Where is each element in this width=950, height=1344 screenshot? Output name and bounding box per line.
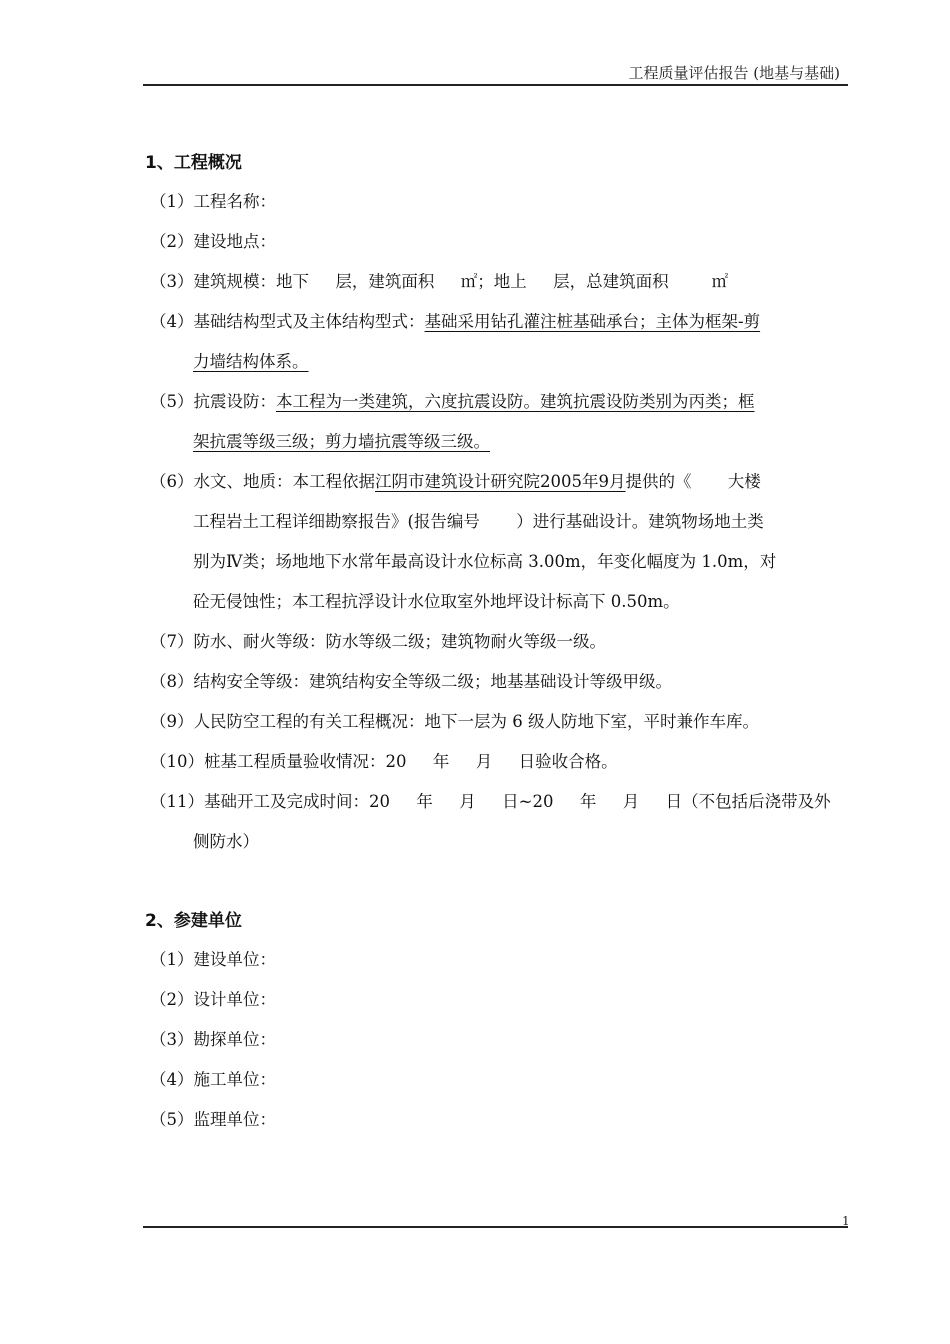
overview-item-safety: （8）结构安全等级：建筑结构安全等级二级；地基基础设计等级甲级。 [150,672,672,691]
overview-item-hydrogeology [150,468,761,492]
schedule-text-d: 日~20 [502,792,554,811]
hydro-line3: 别为Ⅳ类；场地地下水常年最高设计水位标高 3.00m，年变化幅度为 1.0m，对 [193,552,777,571]
pile-text-b: 年 [432,752,450,771]
schedule-text-c: 月 [459,792,476,811]
participant-surveyor: （3）勘探单位： [150,1030,276,1049]
hydro-line4: 砼无侵蚀性；本工程抗浮设计水位取室外地坪设计标高下 0.50m。 [193,592,680,611]
scale-text-c: ㎡；地上 [460,272,527,291]
seismic-value-line2: 架抗震等级三级；剪力墙抗震等级三级。 [193,432,490,451]
footer-rule [143,1226,848,1228]
overview-item-project-name: （1）工程名称： [150,192,276,211]
page-number: 1 [842,1214,850,1228]
schedule-text-b: 年 [416,792,433,811]
structure-label: （4）基础结构型式及主体结构型式： [150,312,425,331]
header-rule [143,84,848,86]
scale-text-d: 层，总建筑面积 [553,272,669,291]
participant-contractor: （4）施工单位： [150,1070,276,1089]
pile-text-d: 日验收合格。 [518,752,618,771]
overview-item-civil-defense: （9）人民防空工程的有关工程概况：地下一层为 6 级人防地下室，平时兼作车库。 [150,712,759,731]
overview-item-structure [150,308,760,332]
participant-designer: （2）设计单位： [150,990,276,1009]
hydro-line2b: ）进行基础设计。建筑物场地土类 [516,512,764,531]
scale-text-b: 层，建筑面积 [335,272,435,291]
hydro-label: （6）水文、地质：本工程依据 [150,472,375,491]
overview-item-pile-acceptance [150,748,618,772]
participant-supervisor: （5）监理单位： [150,1110,276,1129]
section-heading-overview: 1、工程概况 [145,153,242,173]
overview-item-schedule [150,788,831,812]
overview-item-structure-cont [193,348,309,372]
pile-text-a: （10）桩基工程质量验收情况：20 [150,752,407,771]
schedule-text-e: 年 [579,792,597,811]
overview-item-seismic-cont [193,428,490,452]
seismic-value-line1: 本工程为一类建筑，六度抗震设防。建筑抗震设防类别为丙类；框 [276,392,755,411]
overview-item-location: （2）建设地点： [150,232,276,251]
scale-text-e: ㎡ [711,272,729,291]
schedule-text-g: 日（不包括后浇带及外 [665,792,831,811]
hydro-source: 江阴市建筑设计研究院2005年9月 [375,472,626,491]
overview-item-fire-water: （7）防水、耐火等级：防水等级二级；建筑物耐火等级一级。 [150,632,606,651]
hydro-line2 [193,508,764,532]
section-heading-participants: 2、参建单位 [145,911,242,931]
schedule-text-a: （11）基础开工及完成时间：20 [150,792,390,811]
overview-item-seismic [150,388,755,412]
hydro-suffix: 提供的《 [625,472,692,491]
header-title: 工程质量评估报告 (地基与基础) [628,64,840,82]
overview-item-scale [150,268,728,292]
schedule-line2: 侧防水） [193,832,259,851]
hydro-suffix2: 大楼 [727,472,761,491]
structure-value-line2: 力墙结构体系。 [193,352,309,371]
scale-text-a: （3）建筑规模：地下 [150,272,309,291]
seismic-label: （5）抗震设防： [150,392,276,411]
hydro-line2a: 工程岩土工程详细勘察报告》(报告编号 [193,512,480,531]
participant-client: （1）建设单位： [150,950,276,969]
structure-value-line1: 基础采用钻孔灌注桩基础承台；主体为框架-剪 [424,312,761,331]
pile-text-c: 月 [475,752,493,771]
schedule-text-f: 月 [622,792,640,811]
